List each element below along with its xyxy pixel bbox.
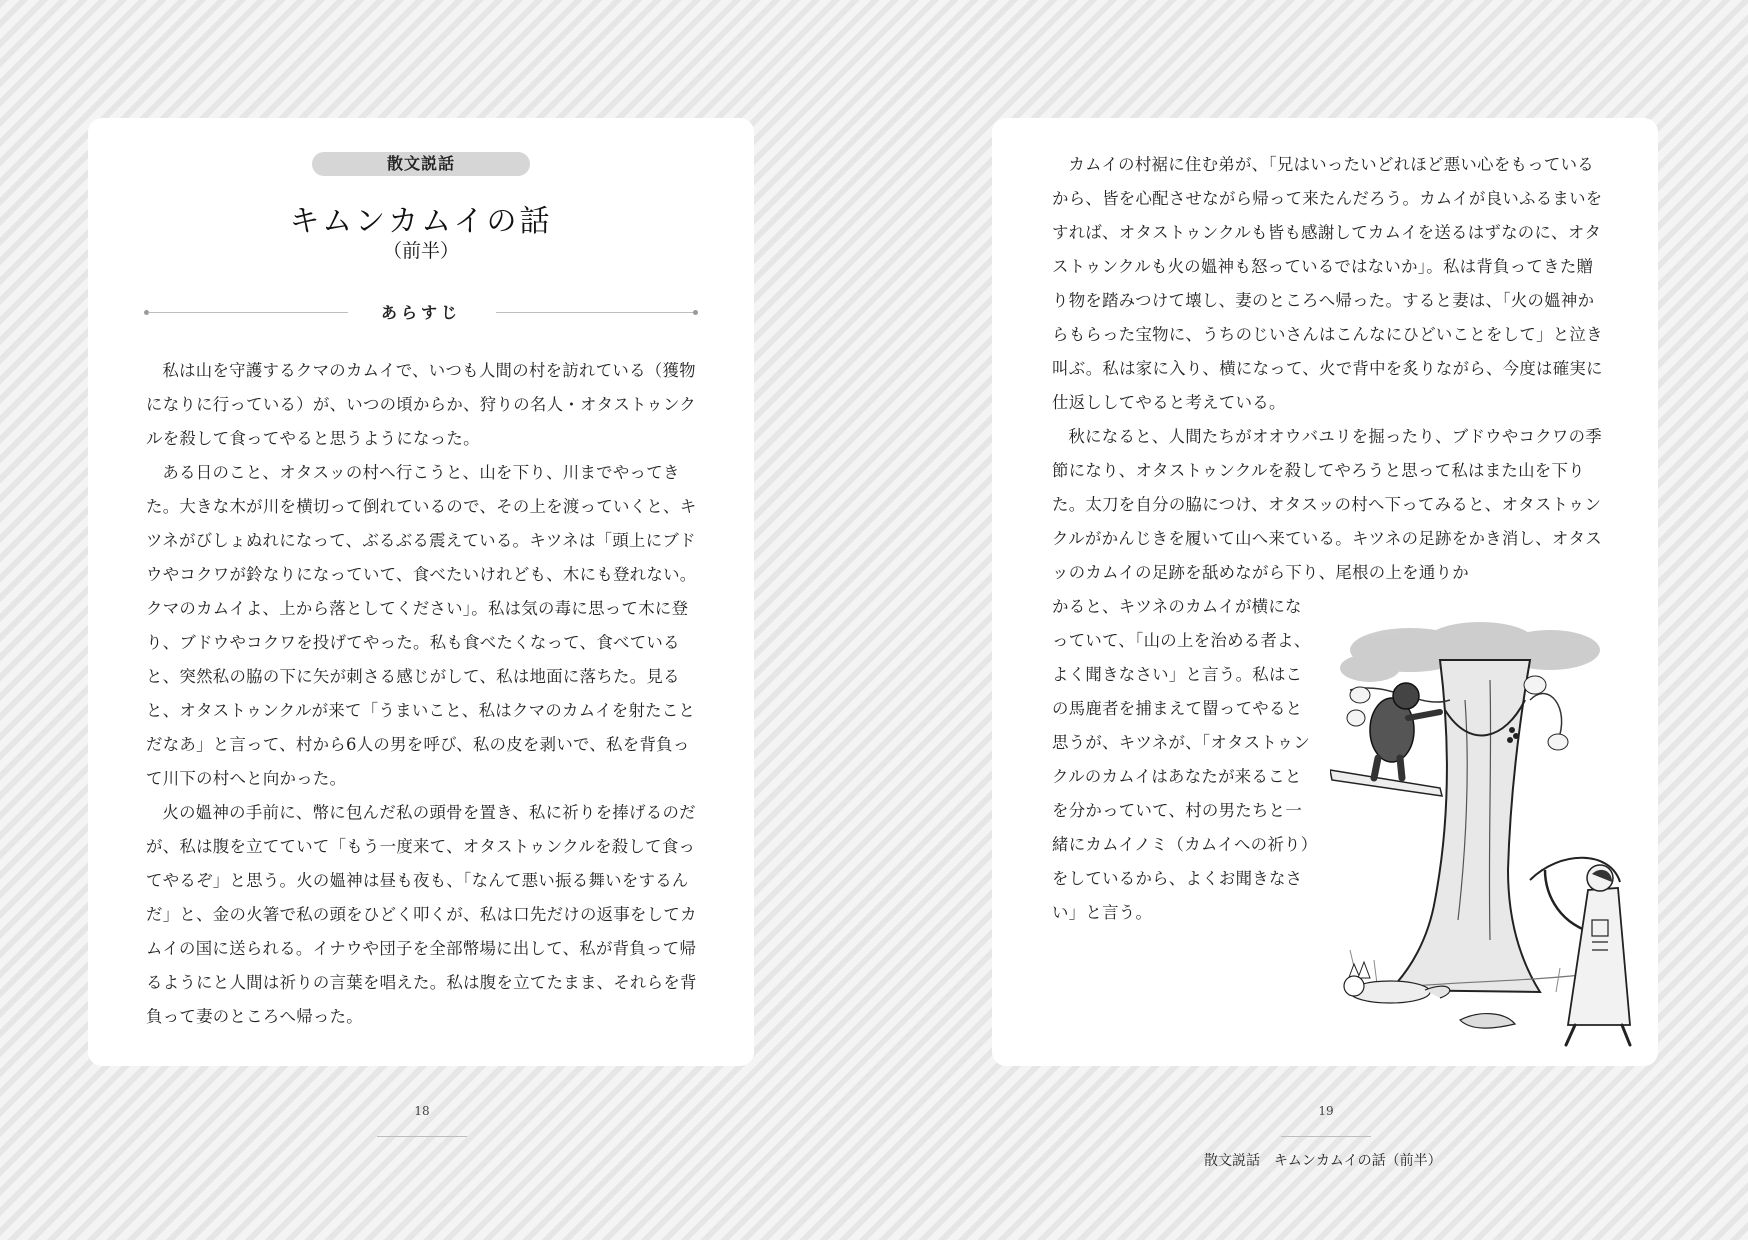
category-badge: 散文説話 bbox=[312, 152, 530, 176]
running-head bbox=[1204, 1150, 1464, 1170]
left-page bbox=[88, 118, 754, 1066]
folio-rule bbox=[377, 1136, 467, 1137]
divider-line bbox=[496, 312, 694, 313]
tree-trunk bbox=[1390, 660, 1540, 992]
continued-body bbox=[1052, 148, 1607, 590]
paragraph: ある日のこと、オタスッの村へ行こうと、山を下り、川までやってきた。大きな木が川を横切って倒れているので、その上を渡っていくと、キツネがびしょぬれになって、ぶるぶる震えている。キツネは「頭上にブドウやコクワが鈴なりになっていて、食べたいけれども、木にも登れない。クマのカムイよ、上から落としてください」。私は気の毒に思って木に登り、ブドウやコクワを投げてやった。私も食べたくなって、食べていると、突然私の脇の下に矢が刺さる感じがして、私は地面に落ちた。見ると、オタストゥンクルが来て「うまいこと、私はクマのカムイを射たことだなあ」と言って、村から6人の男を呼び、私の皮を剥いで、私を背負って川下の村へと向かった。 bbox=[146, 463, 697, 788]
story-subtitle: （前半） bbox=[382, 240, 459, 262]
divider-dot bbox=[693, 310, 698, 315]
page-number-left: 18 bbox=[414, 1104, 430, 1118]
bear-figure bbox=[1370, 683, 1440, 778]
bear-fox-hunter-illustration bbox=[1330, 620, 1652, 1060]
right-page bbox=[992, 118, 1658, 1066]
synopsis-heading: あらすじ bbox=[380, 303, 461, 322]
page-number-right: 19 bbox=[1318, 1104, 1334, 1118]
paragraph: 私は山を守護するクマのカムイで、いつも人間の村を訪れている（獲物になりに行っている）が、いつの頃からか、狩りの名人・オタストゥンクルを殺して食ってやると思うようになった。 bbox=[146, 361, 697, 448]
running-head-section: 散文説話 bbox=[1204, 1153, 1260, 1169]
paragraph: かると、キツネのカムイが横になっていて、「山の上を治める者よ、よく聞きなさい」と言う。私はこの馬鹿者を捕まえて罶ってやると思うが、キツネが、「オタストゥンクルのカムイはあなたが来ることを分かっていて、村の男たちと一緒にカムイノミ（カムイへの祈り）をしているから、よくお聞きなさい」と言う。 bbox=[1052, 597, 1311, 922]
section-divider bbox=[144, 301, 698, 325]
paragraph: カムイの村裾に住む弟が、「兄はいったいどれほど悪い心をもっているから、皆を心配させながら帰って来たんだろう。カムイが良いふるまいをすれば、オタストゥンクルも皆も感謝してカムイを送るはずなのに、オタストゥンクルも火の媼神も怒っているではないか」。私は背負ってきた贈り物を踏みつけて壊し、妻のところへ帰った。すると妻は、「火の媼神からもらった宝物に、うちのじいさんはこんなにひどいことをして」と泣き叫ぶ。私は家に入り、横になって、火で背中を炙りながら、今度は確実に仕返ししてやると考えている。 bbox=[1052, 155, 1603, 412]
folio-rule bbox=[1281, 1136, 1371, 1137]
running-head-title: キムンカムイの話（前半） bbox=[1274, 1153, 1442, 1169]
story-title: キムンカムイの話 bbox=[289, 204, 553, 239]
hunter-figure bbox=[1530, 858, 1630, 1045]
paragraph: 秋になると、人間たちがオオウバユリを掘ったり、ブドウやコクワの季節になり、オタストゥンクルを殺してやろうと思って私はまた山を下りた。太刀を自分の脇につけ、オタスッの村へ下ってみると、オタストゥンクルがかんじきを履いて山へ来ている。キツネの足跡をかき消し、オタスッのカムイの足跡を舐めながら下り、尾根の上を通りか bbox=[1052, 427, 1602, 582]
wrapped-body bbox=[1052, 590, 1314, 930]
divider-line bbox=[148, 312, 348, 313]
synopsis-body bbox=[146, 354, 701, 1034]
tree-branch bbox=[1330, 770, 1442, 796]
paragraph: 火の媼神の手前に、幣に包んだ私の頭骨を置き、私に祈りを捧げるのだが、私は腹を立てていて「もう一度来て、オタストゥンクルを殺して食ってやるぞ」と思う。火の媼神は昼も夜も、「なんて悪い振る舞いをするんだ」と、金の火箸で私の頭をひどく叩くが、私は口先だけの返事をしてカムイの国に送られる。イナウや団子を全部幣場に出して、私が背負って帰るようにと人間は祈りの言葉を唱えた。私は腹を立てたまま、それらを背負って妻のところへ帰った。 bbox=[146, 803, 697, 1026]
